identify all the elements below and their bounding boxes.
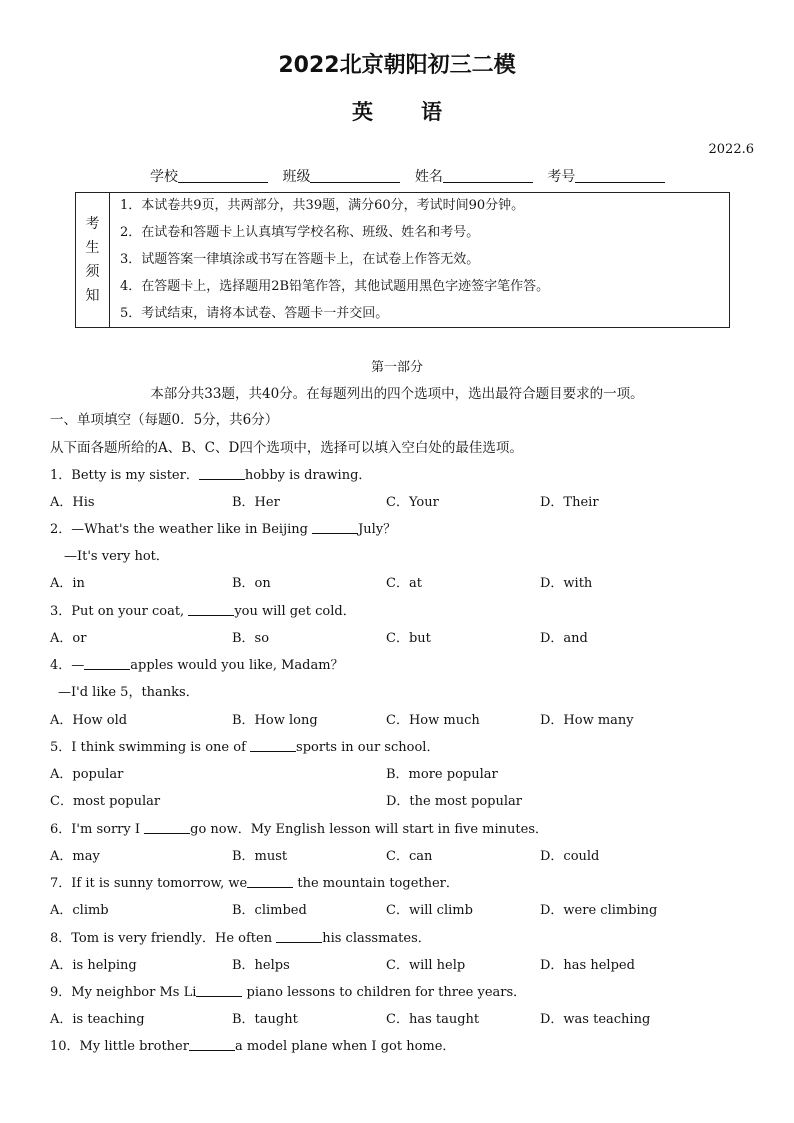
question-1: 1．Betty is my sister． hobby is drawing． bbox=[50, 468, 372, 483]
answer-blank bbox=[199, 467, 245, 480]
school-label: 学校 bbox=[150, 169, 178, 185]
answer-blank bbox=[196, 984, 242, 997]
option-c[interactable]: C．most popular bbox=[50, 794, 161, 809]
option-d[interactable]: D．Their bbox=[540, 495, 599, 510]
option-d[interactable]: D．were climbing bbox=[540, 903, 658, 918]
question-2-reply: —It's very hot． bbox=[64, 549, 169, 564]
section-instruction: 从下面各题所给的A、B、C、D四个选项中，选择可以填入空白处的最佳选项。 bbox=[50, 440, 523, 456]
option-b[interactable]: B．on bbox=[232, 576, 271, 591]
question-4-reply: —I'd like 5，thanks． bbox=[58, 685, 199, 700]
option-a[interactable]: A．How old bbox=[50, 713, 128, 728]
question-9: 9．My neighbor Ms Li piano lessons to children for three years． bbox=[50, 985, 527, 1000]
option-a[interactable]: A．may bbox=[50, 849, 100, 864]
question-8: 8．Tom is very friendly．He often his classmates． bbox=[50, 931, 431, 946]
option-b[interactable]: B．How long bbox=[232, 713, 318, 728]
notice-item: 4．在答题卡上，选择题用2B铅笔作答，其他试题用黑色字迹签字笔作答。 bbox=[120, 279, 550, 294]
option-a[interactable]: A．popular bbox=[50, 767, 124, 782]
answer-blank bbox=[312, 521, 358, 534]
student-info-fields bbox=[150, 166, 675, 186]
option-d[interactable]: D．and bbox=[540, 631, 588, 646]
answer-blank bbox=[189, 1038, 235, 1051]
option-d[interactable]: D．was teaching bbox=[540, 1012, 651, 1027]
option-b[interactable]: B．more popular bbox=[386, 767, 498, 782]
option-c[interactable]: C．How much bbox=[386, 713, 480, 728]
option-b[interactable]: B．Her bbox=[232, 495, 280, 510]
notice-items bbox=[110, 193, 729, 327]
answer-blank bbox=[276, 930, 322, 943]
notice-item: 1．本试卷共9页，共两部分，共39题，满分60分，考试时间90分钟。 bbox=[120, 198, 525, 213]
option-b[interactable]: B．taught bbox=[232, 1012, 298, 1027]
answer-blank bbox=[84, 657, 130, 670]
part-description: 本部分共33题，共40分。在每题列出的四个选项中，选出最符合题目要求的一项。 bbox=[150, 386, 644, 402]
option-d[interactable]: D．has helped bbox=[540, 958, 635, 973]
option-d[interactable]: D．could bbox=[540, 849, 600, 864]
option-c[interactable]: C．at bbox=[386, 576, 422, 591]
subject-char-2: 语 bbox=[421, 100, 442, 124]
option-c[interactable]: C．can bbox=[386, 849, 433, 864]
answer-blank bbox=[144, 821, 190, 834]
exam-title: 2022北京朝阳初三二模 bbox=[278, 53, 516, 78]
option-c[interactable]: C．will climb bbox=[386, 903, 473, 918]
question-3: 3．Put on your coat, you will get cold． bbox=[50, 604, 356, 619]
option-d[interactable]: D．the most popular bbox=[386, 794, 522, 809]
part-title: 第一部分 bbox=[370, 360, 423, 375]
class-label: 班级 bbox=[282, 169, 311, 185]
option-c[interactable]: C．Your bbox=[386, 495, 439, 510]
option-a[interactable]: A．or bbox=[50, 631, 87, 646]
question-4: 4．— apples would you like, Madam？ bbox=[50, 658, 344, 673]
answer-blank bbox=[250, 739, 296, 752]
option-b[interactable]: B．so bbox=[232, 631, 270, 646]
section-heading: 一、单项填空（每题0．5分，共6分） bbox=[50, 412, 279, 428]
option-d[interactable]: D．with bbox=[540, 576, 593, 591]
question-6: 6．I'm sorry I go now．My English lesson will start in five minutes． bbox=[50, 822, 548, 837]
option-c[interactable]: C．will help bbox=[386, 958, 466, 973]
option-a[interactable]: A．is helping bbox=[50, 958, 137, 973]
question-7: 7．If it is sunny tomorrow, we the mountain together． bbox=[50, 876, 459, 891]
subject-char-1: 英 bbox=[352, 100, 373, 124]
option-b[interactable]: B．must bbox=[232, 849, 288, 864]
exam-notice-box bbox=[75, 192, 730, 328]
option-c[interactable]: C．but bbox=[386, 631, 431, 646]
notice-heading: 考 生 须 知 bbox=[76, 193, 110, 327]
option-a[interactable]: A．His bbox=[50, 495, 95, 510]
answer-blank bbox=[188, 603, 234, 616]
question-2: 2．—What's the weather like in Beijing July？ bbox=[50, 522, 397, 537]
option-b[interactable]: B．climbed bbox=[232, 903, 307, 918]
option-a[interactable]: A．climb bbox=[50, 903, 109, 918]
school-field[interactable] bbox=[178, 168, 268, 183]
notice-item: 2．在试卷和答题卡上认真填写学校名称、班级、姓名和考号。 bbox=[120, 225, 480, 240]
exam-number-field[interactable] bbox=[575, 168, 665, 183]
notice-item: 5．考试结束，请将本试卷、答题卡一并交回。 bbox=[120, 306, 389, 321]
answer-blank bbox=[247, 875, 293, 888]
option-a[interactable]: A．in bbox=[50, 576, 85, 591]
option-a[interactable]: A．is teaching bbox=[50, 1012, 145, 1027]
option-c[interactable]: C．has taught bbox=[386, 1012, 480, 1027]
exam-number-label: 考号 bbox=[547, 169, 576, 185]
question-10: 10．My little brother a model plane when I got home． bbox=[50, 1039, 456, 1054]
name-field[interactable] bbox=[443, 168, 533, 183]
subject-title bbox=[0, 96, 794, 126]
option-b[interactable]: B．helps bbox=[232, 958, 290, 973]
exam-date: 2022.6 bbox=[708, 142, 754, 157]
class-field[interactable] bbox=[310, 168, 400, 183]
name-label: 姓名 bbox=[414, 169, 443, 185]
notice-item: 3．试题答案一律填涂或书写在答题卡上，在试卷上作答无效。 bbox=[120, 252, 480, 267]
option-d[interactable]: D．How many bbox=[540, 713, 634, 728]
question-5: 5．I think swimming is one of sports in our school． bbox=[50, 740, 440, 755]
